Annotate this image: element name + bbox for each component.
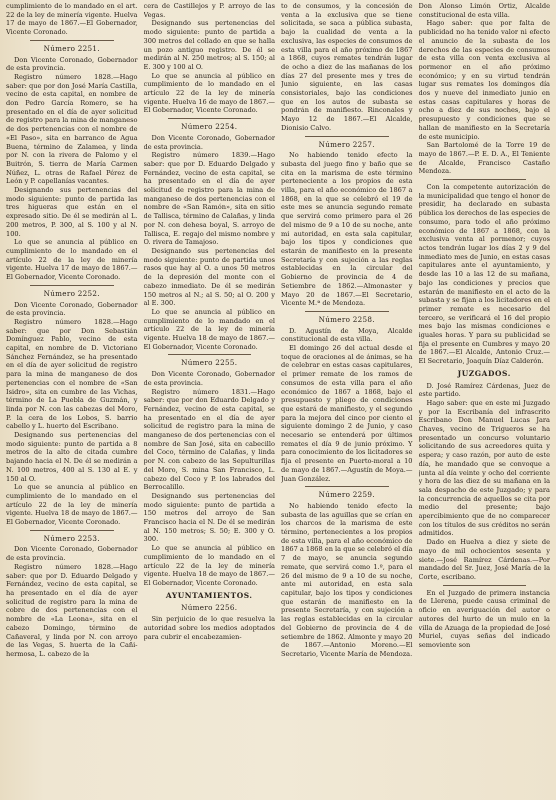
notice-paragraph: Designando sus pertenencias del modo siguiente: punto de partida a 150 metros del arroyo de San Francisco hacia el N. De él se medirán al N. 150 metros; S. 50; E. 300 y O. 300. <box>143 491 275 544</box>
column-3 <box>281 2 413 800</box>
notice-paragraph: cera de Castillejos y P. arroyo de las Vegas. <box>143 2 275 19</box>
notice-paragraph: Dado en Huelva a diez y siete de mayo de mil ochocientos sesenta y siete.—José Ramírez Cárdenas.—Por mandado del Sr. Juez, José María de la Corte, escribano. <box>418 538 550 581</box>
notice-paragraph: Hago saber: que en este mi Juzgado y por la Escribanía del infrascrito Escribano Don Manuel Lucas Jara Chaves, vecino de Trigueros se ha presentado un concurso voluntario solicitando de sus acreedores quita y espera; y caso razón, por auto de este día, he mandado que se convoque a junta al día veinte y ocho del corriente y hora de las diez de su mañana en la sala despacho de este Juzgado; y para la concurrencia de aquellos se cita por medio del presente; bajo apercibimiento que de no comparecer con los títulos de sus créditos no serán admitidos. <box>418 398 550 538</box>
notice-number: Número 2258. <box>318 314 375 324</box>
notice-number: Número 2255. <box>181 358 238 368</box>
notice-paragraph: Con la competente autorización de la municipalidad que tengo el honor de presidir, ha declarado en subasta pública los derechos de las especies de consumo, para todo el año próximo económico de 1867 a 1868, con la exclusiva venta al pormenor; cuyos actos tendrán lugar los días 2 y 9 del inmediato mes de Junio, en estas casas capitulares ante el ayuntamiento, y desde las 10 a las 12 de su mañana, bajo las condiciones y precios que estarán de manifiesto en el acto de la subasta y se fijan a los licitadores en el primer remate es necesario del tercero, se verificará el 16 del propio mes bajo las mismas condiciones e iguales horas. Y para su publicidad se fija el presente en Cumbres y mayo 20 de 1867.—El Alcalde, Antonio Cruz.—El Secretario, Joaquín Díaz Calderón. <box>418 183 550 366</box>
notice-paragraph: Lo que se anuncia al público en cumplimiento de lo mandado en el artículo 22 de la ley de minería vigente. Huelva 18 de mayo de 1867.—El Gobernador, Vicente Coronado. <box>6 483 138 527</box>
notice-paragraph: Lo que se anuncia al público en cumplimiento de lo mandado en el artículo 22 de la ley de minería vigente. Huelva 17 de mayo de 1867.—El Gobernador, Vicente Coronado. <box>6 238 138 282</box>
notice-paragraph: Lo que se anuncia al público en cumplimiento de lo mandado en el artículo 22 de la ley de minería vigente. Huelva 18 de mayo de 1867.—El Gobernador, Vicente Coronado. <box>143 307 275 351</box>
notice-paragraph: En el Juzgado de primera instancia de Llerena, puede causa criminal de oficio en averiguación del autor o autores del hurto de un mulo en la villa de Azuaga de la propiedad de José Muriel, cuyas señas del indicado semoviente son <box>418 588 550 649</box>
notice-paragraph: D. Agustín de Moya, Alcalde constitucional de esta villa. <box>281 326 413 344</box>
separator-rule <box>305 311 389 312</box>
notice-paragraph: Don Vicente Coronado, Gobernador de esta provincia. <box>6 300 138 318</box>
notice-paragraph: Hago saber: que por falta de publicidad no ha tenido valor ni efecto el anuncio de la subasta de los derechos de las especies de consumos de esta villa con venta exclusiva al pormenor en el año próximo económico; y en su virtud tendrán lugar sus remates los domingos día dos y nueve del inmediato junio en estas casas capitulares y horas de ocho a diez de sus noches, bajo el presupuesto y condiciones que se hallan de manifiesto en la Secretaría de este municipio. <box>418 19 550 141</box>
notice-number: Número 2259. <box>318 490 375 500</box>
notice-paragraph: Lo que se anuncia al público en cumplimiento de lo mandado en el artículo 22 de la ley de minería vigente. Huelva 18 de mayo de 1867.—El Gobernador, Vicente Coronado. <box>143 544 275 587</box>
notice-number: Número 2253. <box>43 533 100 543</box>
separator-rule <box>305 486 389 487</box>
column-4 <box>419 2 551 800</box>
notice-paragraph: Sin perjuicio de lo que resuelva la autoridad sobre los medios adoptados para cubrir el encabezamien- <box>143 615 275 641</box>
separator-rule <box>305 136 389 137</box>
notice-paragraph: D. José Ramírez Cárdenas, Juez de este partido. <box>418 381 550 399</box>
notice-paragraph: No habiendo tenido efecto la subasta de las aguillas que se crían en los charcos de la marisma de este término, pertenecientes a los propios de esta villa, para el año económico de 1867 a 1868 en la que se celebró el día 7 de mayo, se anuncia segundo remate, que servirá como 1.º, para el 26 del mismo de 9 a 10 de su noche, ante mi autoridad, en esta sala capitular, bajo los tipos y condiciones que estarán de manifiesto en la presente Secretaría, y con sujeción a las reglas establecidas en la circular del Gobierno de provincia de 4 de setiembre de 1862. Almonte y mayo 20 de 1867.—Antonio Moreno.—El Secretario, Vicente María de Mendoza. <box>281 501 413 658</box>
notice-number: Número 2252. <box>43 288 100 298</box>
notice-paragraph: Don Alonso Limón Ortiz, Alcalde constitucional de esta villa. <box>418 2 550 19</box>
notice-paragraph: Don Vicente Coronado, Gobernador de esta provincia. <box>6 545 138 563</box>
column-1 <box>6 2 138 800</box>
notice-paragraph: Registro número 1828.—Hago saber: que por don José María Castilla, vecino de esta capital, en nombre de don Pedro García Romero, se ha presentado en el día de ayer solicitud de registro para la mina de manganeso de dos pertenencias con el nombre de «El Paso», sita en barranco de Agua Buena, término de Zalamea, y linda por N. con la rivera de Palomo y el Buitrón, S. tierra de María Carmen Núñez, L. otras de Rafael Pérez de León y P. capellanías vacantes. <box>6 72 138 186</box>
separator-rule <box>168 118 252 119</box>
notice-paragraph: Lo que se anuncia al público en cumplimiento de lo mandado en el artículo 22 de la ley de minería vigente. Huelva 16 de mayo de 1867.—El Gobernador, Vicente Coronado. <box>143 71 275 115</box>
notice-number: Número 2254. <box>181 122 238 132</box>
notice-paragraph: El domingo 26 del actual desde el toque de oraciones al de ánimas, se ha de celebrar en estas casas capitulares, el primer remate de los ramos de consumos de esta villa para el año económico de 1867 a 1868, bajo el presupuesto y pliego de condiciones que estará de manifiesto, y el segundo para la mejora del cinco por ciento el siguiente domingo 2 de Junio, y caso necesario se entenderá por últimos remates el día 9 de junio próximo. Y para conocimiento de los licitadores se fija el presente en Puerto-moral a 10 de mayo de 1867.—Agustín de Moya.—Juan González. <box>281 344 413 483</box>
notice-number: Número 2251. <box>43 43 100 53</box>
separator-rule <box>168 354 252 355</box>
notice-paragraph: Don Vicente Coronado, Gobernador de esta provincia. <box>143 370 275 387</box>
column-2 <box>144 2 276 800</box>
notice-paragraph: Registro número 1828.—Hago saber: que por D. Eduardo Delgado y Fernández, vecino de esta capital, se ha presentado en el día de ayer solicitud de registro para la mina de cobre de dos pertenencias con el nombre de «La Leona», sita en el cabezo Domingo, término de Cañaveral, y linda por N. con arroyo de las Vegas, S. huerta de la Cañi-hermosa, L. cabezo de la <box>6 562 138 658</box>
notice-paragraph: Designando sus pertenencias del modo siguiente: punto de partida las tres higueras que están en el expresado sitio. De él se medirán al L. 200 metros, P. 300, al S. 100 y al N. 100. <box>6 186 138 238</box>
notice-paragraph: Registro número 1828.—Hago saber: que por Don Sebastián Domínguez Pablo, vecino de esta capital, en nombre de D. Victoriano Sánchez Fernández, se ha presentado en el día de ayer solicitud de registro para la mina de manganeso de dos pertenencias con el nombre de «San Isidro», sita en cumbre de las Vichas, término de La Puebla de Guzmán, y linda por N. con las cabezas del Moro, P. la cera de los Lobos, S. barrio cabello y L. huerto del Escribano. <box>6 317 138 431</box>
notice-number: Número 2257. <box>318 139 375 149</box>
notice-paragraph: Registro número 1831.—Hago saber: que por don Eduardo Delgado y Fernández, vecino de esta capital, se ha presentado en el día de ayer solicitud de registro para la mina de manganeso de dos pertenencias con el nombre de San José, sita en cabecillo del Coco, término de Calañas, y linda por N. con cabezo de las Sepulturillas del Moro, S. mina San Francisco, L. cabezo del Coco y P. los labrados del Berrocalillo. <box>143 387 275 492</box>
notice-paragraph: Designando sus pertenencias del modo siguiente: punto de partida a 8 metros de la alto de citada cumbre bajando hacia el N. De él se medirán a N. 100 metros, 400 al S. 130 al E. y 150 al O. <box>6 431 138 483</box>
separator-rule <box>443 179 527 180</box>
separator-rule <box>30 40 114 41</box>
notice-paragraph: San Bartolomé de la Torre 19 de mayo de 1867.—P. E. D. A., El Teniente de Alcalde, Francisco Castaño Mendoza. <box>418 141 550 176</box>
notice-paragraph: No habiendo tenido efecto la subasta del juego fino y baño que se cita en la marisma de este término perteneciente a los propios de esta villa, para el año económico de 1867 a 1868, en la que se celebró el 19 de este mes se anuncia segundo remate que servirá como primero para el 26 del mismo de 9 a 10 de su noche, ante mi autoridad, en esta sala capitular, bajo los tipos y condiciones que estarán de manifiesto en la presente Secretaría y con sujeción a las reglas establecidas en la circular del Gobierno de provincia de 4 de Setiembre de 1862.—Almonaster y Mayo 20 de 1867.—El Secretario, Vicente M.ª de Mendoza. <box>281 151 413 308</box>
separator-rule <box>443 585 527 586</box>
section-title: AYUNTAMIENTOS. <box>165 590 253 600</box>
separator-rule <box>30 285 114 286</box>
notice-paragraph: to de consumos, y la concesión de venta a la exclusiva que se tiene solicitada, se saca a pública subasta, bajo la cualidad de venta a la exclusiva, las especies de consumos de esta villa para el año próximo de 1867 a 1868, cuyos remates tendrán lugar de ocho a diez de las mañanas de los días 27 del presente mes y tres de Junio siguiente, en las casas consistoriales, bajo las condiciones que en los autos de subasta se pondrán de manifiesto. Rinconales y Mayo 12 de 1867.—El Alcalde, Dionisio Calvo. <box>281 2 413 132</box>
notice-paragraph: Don Vicente Coronado, Gobernador de esta provincia. <box>143 133 275 151</box>
notice-paragraph: Designando sus pertenencias del modo siguiente: punto de partida unos rasos que hay al O. a unos 50 metros de la depresión del monte con el cabezo inmediato. De él se medirán 150 metros al N.; al S. 50; al O. 200 y al E. 300. <box>143 246 275 308</box>
notice-paragraph: cumplimiento de lo mandado en el art. 22 de la ley de minería vigente. Huelva 17 de mayo de 1867.—El Gobernador, Vicente Coronado. <box>6 2 138 37</box>
notice-paragraph: Designando sus pertenencias del modo siguiente: punto de partida a 300 metros del collado en que se halla un pozo antiguo registro. De él se medirán al N. 250 metros; al S. 150; al E. 300 y 100 al O. <box>143 19 275 71</box>
notice-number: Número 2256. <box>181 603 238 613</box>
separator-rule <box>30 530 114 531</box>
notice-paragraph: Registro número 1839.—Hago saber: que por D. Eduardo Delgado y Fernández, vecino de esta capital, se ha presentado en el día de ayer solicitud de registro para la mina de manganeso de dos pertenencias con el nombre de «San Ramón», sita en sitio de Tallisca, término de Calañas, y linda por N. con dehesa boyal, S. arroyo de Tallisca, E. regajo del mismo nombre y O. rivera de Tamajoso. <box>143 151 275 247</box>
notice-paragraph: Don Vicente Coronado, Gobernador de esta provincia. <box>6 55 138 73</box>
section-title: JUZGADOS. <box>457 368 511 378</box>
